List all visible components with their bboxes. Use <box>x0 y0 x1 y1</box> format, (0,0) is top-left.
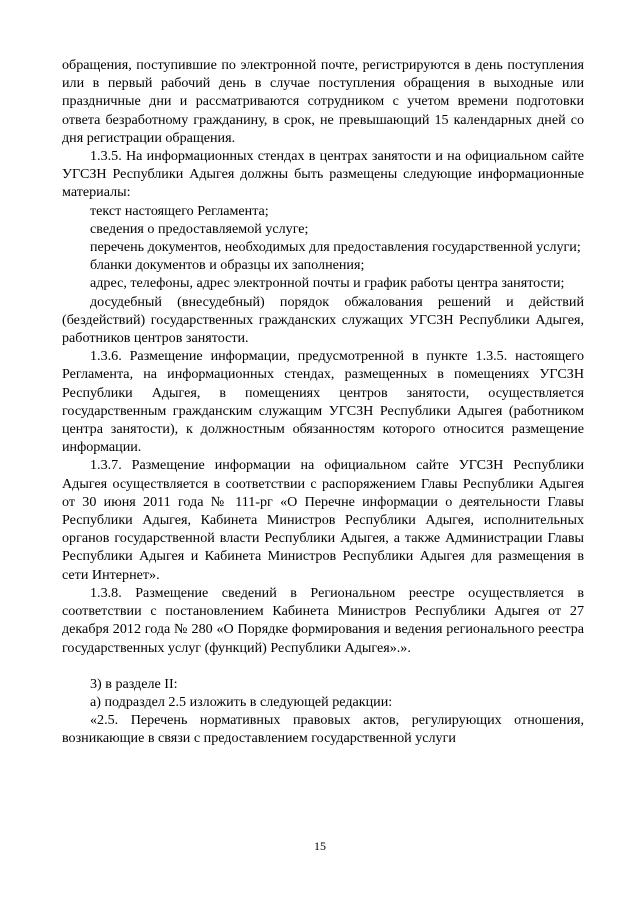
paragraph: 1.3.6. Размещение информации, предусмотренной в пункте 1.3.5. настоящего Регламента, на информационных стендах, размещенных в помещениях УГСЗН Республики Адыгея, в помещениях центров занятости, осуществляется государственным гражданским служащим УГСЗН Республики Адыгея (работником центра занятости), к должностным обязанностям которого относится размещение информации. <box>62 348 584 456</box>
paragraph: 1.3.8. Размещение сведений в Региональном реестре осуществляется в соответствии с постановлением Кабинета Министров Республики Адыгея от 27 декабря 2012 года № 280 «О Порядке формирования и ведения регионального реестра государственных услуг (функций) Республики Адыгея».». <box>62 584 584 656</box>
paragraph: а) подраздел 2.5 изложить в следующей редакции: <box>90 693 393 710</box>
paragraph: перечень документов, необходимых для предоставления государственной услуги; <box>90 239 581 256</box>
paragraph: текст настоящего Регламента; <box>90 202 269 219</box>
page-number: 15 <box>314 839 326 853</box>
blank-line <box>62 657 584 675</box>
paragraph: «2.5. Перечень нормативных правовых актов, регулирующих отношения, возникающие в связи с предоставлением государственной услуги <box>62 712 584 747</box>
paragraph: 1.3.5. На информационных стендах в центрах занятости и на официальном сайте УГСЗН Республики Адыгея должны быть размещены следующие информационные материалы: <box>62 148 584 201</box>
document-body <box>62 56 584 748</box>
paragraph: досудебный (внесудебный) порядок обжалования решений и действий (бездействий) государственных гражданских служащих УГСЗН Республики Адыгея, работников центров занятости. <box>62 293 584 347</box>
paragraph: 1.3.7. Размещение информации на официальном сайте УГСЗН Республики Адыгея осуществляется в соответствии с распоряжением Главы Республики Адыгея от 30 июня 2011 года № 111-рг «О Перечне информации о деятельности Главы Республики Адыгея, Кабинета Министров Республики Адыгея, исполнительных органов государственной власти Республики Адыгея, а также Администрации Главы Республики Адыгея и Кабинета Министров Республики Адыгея для размещения в сети Интернет». <box>62 457 584 583</box>
paragraph: адрес, телефоны, адрес электронной почты и график работы центра занятости; <box>90 275 565 292</box>
paragraph: бланки документов и образцы их заполнения; <box>90 257 365 274</box>
paragraph: сведения о предоставляемой услуге; <box>90 220 309 237</box>
paragraph: 3) в разделе II: <box>90 675 178 692</box>
paragraph: обращения, поступившие по электронной почте, регистрируются в день поступления или в первый рабочий день в случае поступления обращения в выходные или праздничные дни и рассматриваются сотрудником с учетом времени подготовки ответа безработному гражданину, в срок, не превышающий 15 календарных дней со дня регистрации обращения. <box>62 57 584 146</box>
